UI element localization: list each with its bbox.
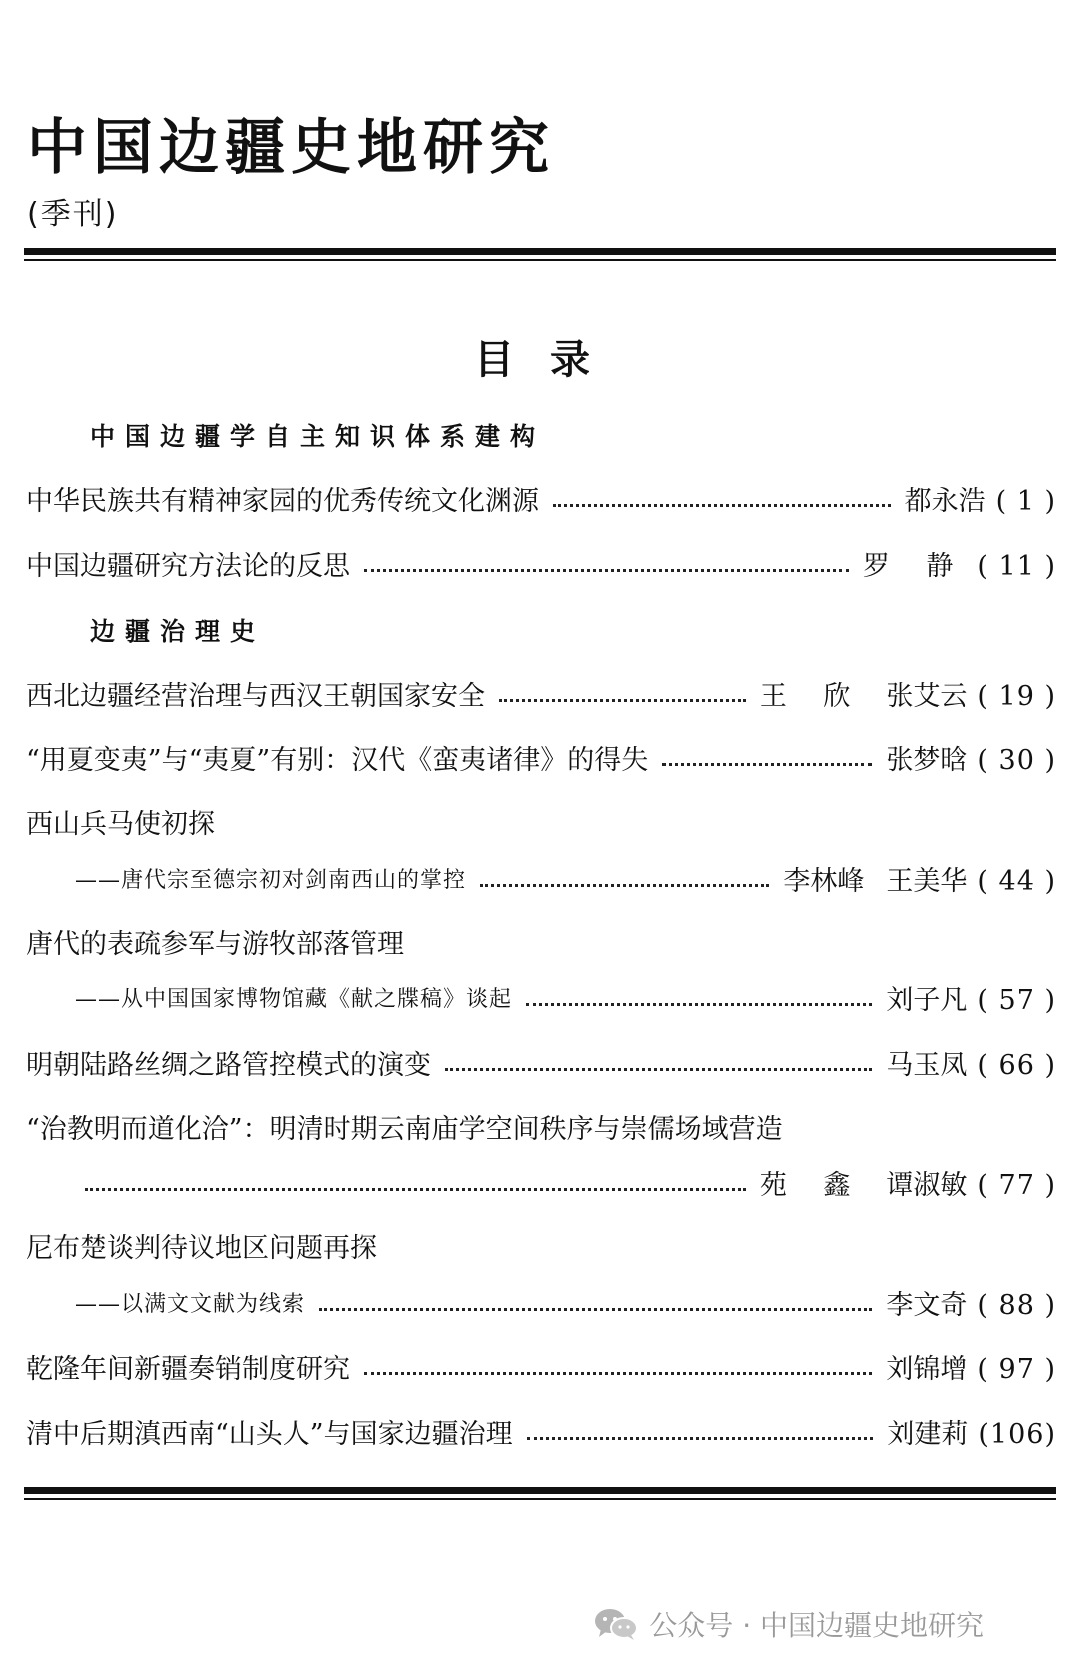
entry-page: ( 44 ) <box>977 865 1056 897</box>
entry-author: 苑 鑫 <box>759 1169 865 1201</box>
entry-title: 清中后期滇西南“山头人”与国家边疆治理 <box>26 1418 513 1450</box>
entry-page: ( 66 ) <box>977 1049 1056 1081</box>
dot-leader <box>364 1372 872 1375</box>
section-title: 中国边疆学自主知识体系建构 <box>90 422 546 451</box>
entry-title: “治教明而道化洽”：明清时期云南庙学空间秩序与崇儒场域营造 <box>26 1113 783 1145</box>
entry-author: 罗 静 <box>862 550 968 582</box>
dot-leader <box>480 884 769 887</box>
toc-entry[interactable] <box>26 1045 1056 1085</box>
footer-rule-thick <box>24 1487 1056 1494</box>
entry-page: ( 57 ) <box>977 984 1056 1016</box>
toc-entry[interactable] <box>26 740 1056 780</box>
footer-rule-thin <box>24 1498 1056 1500</box>
dot-leader <box>364 569 849 572</box>
toc-entry-subtitle-line[interactable] <box>75 861 1056 901</box>
watermark-text: 公众号 · 中国边疆史地研究 <box>649 1609 984 1642</box>
entry-title: 中国边疆研究方法论的反思 <box>26 550 350 582</box>
entry-authors <box>759 680 968 712</box>
dot-leader <box>527 1437 874 1440</box>
entry-author: 刘锦增 <box>886 1353 968 1385</box>
toc-entry[interactable] <box>26 1349 1056 1389</box>
toc-entry-subtitle-line[interactable] <box>75 980 1056 1020</box>
toc-entry[interactable] <box>26 1228 1056 1268</box>
header-rule-thick <box>24 248 1056 255</box>
toc-heading: 目录 <box>474 337 626 383</box>
toc-entry[interactable] <box>26 1414 1056 1454</box>
entry-page: ( 1 ) <box>995 485 1056 517</box>
entry-authors <box>904 485 986 517</box>
entry-page: ( 11 ) <box>977 550 1056 582</box>
dot-leader <box>553 504 891 507</box>
toc-entry-continuation-line[interactable] <box>85 1165 1056 1205</box>
entry-authors <box>886 1353 968 1385</box>
entry-authors <box>886 744 968 776</box>
entry-author: 李文奇 <box>886 1289 968 1321</box>
entry-page: ( 88 ) <box>977 1289 1056 1321</box>
entry-page: ( 77 ) <box>977 1169 1056 1201</box>
entry-authors <box>783 865 968 897</box>
entry-title: 乾隆年间新疆奏销制度研究 <box>26 1353 350 1385</box>
header-rule-thin <box>24 259 1056 261</box>
entry-author: 张艾云 <box>886 680 968 712</box>
entry-author: 张梦晗 <box>886 744 968 776</box>
entry-authors <box>759 1169 968 1201</box>
journal-subtitle: (季刊) <box>27 197 119 232</box>
entry-authors <box>862 550 968 582</box>
dot-leader <box>445 1068 872 1071</box>
toc-entry[interactable] <box>26 481 1056 521</box>
dot-leader <box>499 699 746 702</box>
entry-author: 李林峰 <box>783 865 865 897</box>
entry-author: 马玉凤 <box>886 1049 968 1081</box>
entry-authors <box>887 1418 969 1450</box>
entry-title: 明朝陆路丝绸之路管控模式的演变 <box>26 1049 431 1081</box>
entry-title: “用夏变夷”与“夷夏”有别：汉代《蛮夷诸律》的得失 <box>26 744 649 776</box>
wechat-icon <box>593 1607 639 1641</box>
toc-entry[interactable] <box>26 676 1056 716</box>
entry-title: 西山兵马使初探 <box>26 808 215 840</box>
dot-leader <box>319 1308 872 1311</box>
entry-author: 谭淑敏 <box>886 1169 968 1201</box>
entry-page: (106) <box>978 1418 1056 1450</box>
watermark <box>593 1604 984 1644</box>
entry-title: 唐代的表疏参军与游牧部落管理 <box>26 928 404 960</box>
dot-leader <box>526 1003 872 1006</box>
toc-entry[interactable] <box>26 1109 1056 1149</box>
entry-author: 刘子凡 <box>886 984 968 1016</box>
section-title: 边疆治理史 <box>90 617 266 646</box>
entry-page: ( 97 ) <box>977 1353 1056 1385</box>
entry-authors <box>886 984 968 1016</box>
toc-entry-subtitle-line[interactable] <box>75 1285 1056 1325</box>
entry-author: 刘建莉 <box>887 1418 969 1450</box>
toc-entry[interactable] <box>26 924 1056 964</box>
entry-author: 王美华 <box>886 865 968 897</box>
entry-authors <box>886 1289 968 1321</box>
toc-entry[interactable] <box>26 804 1056 844</box>
entry-authors <box>886 1049 968 1081</box>
entry-subtitle: ——从中国国家博物馆藏《献之牒稿》谈起 <box>75 987 513 1012</box>
toc-entry[interactable] <box>26 546 1056 586</box>
journal-title: 中国边疆史地研究 <box>27 113 555 183</box>
entry-title: 西北边疆经营治理与西汉王朝国家安全 <box>26 680 485 712</box>
entry-subtitle: ——唐代宗至德宗初对剑南西山的掌控 <box>75 868 467 893</box>
entry-page: ( 30 ) <box>977 744 1056 776</box>
entry-subtitle: ——以满文文献为线索 <box>75 1292 306 1317</box>
entry-title: 中华民族共有精神家园的优秀传统文化渊源 <box>26 485 539 517</box>
dot-leader <box>662 763 872 766</box>
dot-leader <box>85 1188 746 1191</box>
entry-author: 都永浩 <box>904 485 986 517</box>
entry-page: ( 19 ) <box>977 680 1056 712</box>
entry-author: 王 欣 <box>759 680 865 712</box>
entry-title: 尼布楚谈判待议地区问题再探 <box>26 1232 377 1264</box>
